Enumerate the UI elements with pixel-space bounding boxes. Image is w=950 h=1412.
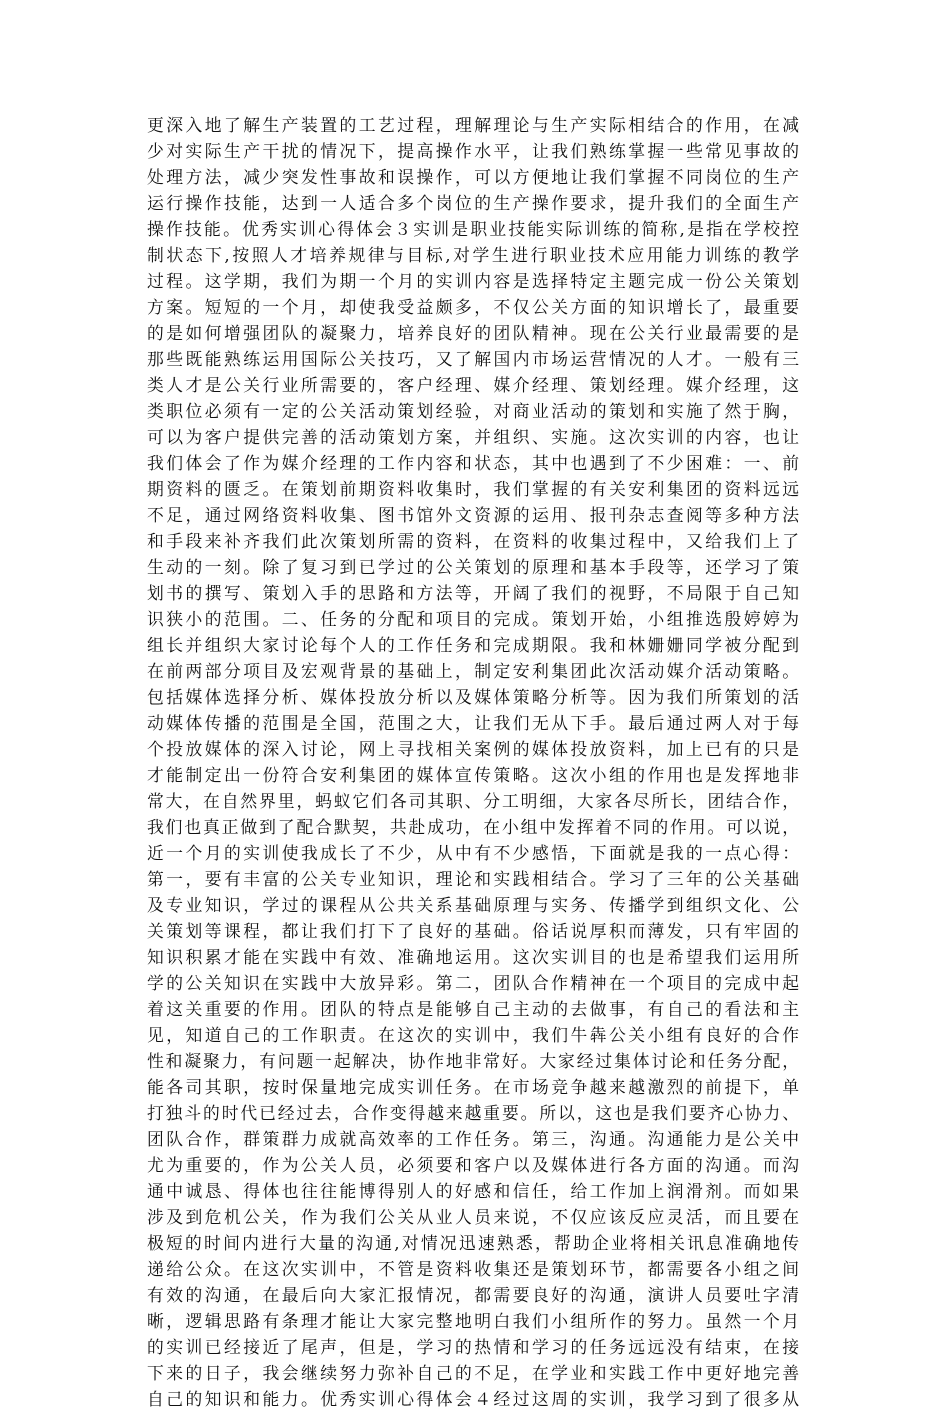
text-line: 着这关重要的作用。团队的特点是能够自己主动的去做事，有自己的看法和主 (147, 999, 799, 1019)
text-line: 下来的日子，我会继续努力弥补自己的不足，在学业和实践工作中更好地完善 (147, 1363, 799, 1383)
text-line: 操作技能。优秀实训心得体会３实训是职业技能实际训练的简称,是指在学校控 (147, 219, 799, 239)
text-line: 处理方法，减少突发性事故和误操作，可以方便地让我们掌握不同岗位的生产 (147, 167, 799, 187)
text-line: 过程。这学期，我们为期一个月的实训内容是选择特定主题完成一份公关策划 (147, 271, 799, 291)
text-line: 及专业知识，学过的课程从公共关系基础原理与实务、传播学到组织文化、公 (147, 895, 799, 915)
text-line: 有效的沟通，在最后向大家汇报情况，都需要良好的沟通，演讲人员要吐字清 (147, 1285, 799, 1305)
text-line: 类人才是公关行业所需要的，客户经理、媒介经理、策划经理。媒介经理，这 (147, 375, 799, 395)
text-line: 学的公关知识在实践中大放异彩。第二，团队合作精神在一个项目的完成中起 (147, 973, 799, 993)
text-line: 类职位必须有一定的公关活动策划经验，对商业活动的策划和实施了然于胸， (147, 401, 799, 421)
text-line: 晰，逻辑思路有条理才能让大家完整地明白我们小组所作的努力。虽然一个月 (147, 1311, 799, 1331)
text-line: 性和凝聚力，有问题一起解决，协作地非常好。大家经过集体讨论和任务分配， (147, 1051, 799, 1071)
text-line: 不足，通过网络资料收集、图书馆外文资源的运用、报刊杂志查阅等多种方法 (147, 505, 799, 525)
text-line: 包括媒体选择分析、媒体投放分析以及媒体策略分析等。因为我们所策划的活 (147, 687, 799, 707)
text-line: 可以为客户提供完善的活动策划方案，并组织、实施。这次实训的内容，也让 (147, 427, 799, 447)
text-line: 少对实际生产干扰的情况下，提高操作水平，让我们熟练掌握一些常见事故的 (147, 141, 799, 161)
text-line: 关策划等课程，都让我们打下了良好的基础。俗话说厚积而薄发，只有牢固的 (147, 921, 799, 941)
text-line: 常大，在自然界里，蚂蚁它们各司其职、分工明细，大家各尽所长，团结合作， (147, 791, 799, 811)
text-line: 我们体会了作为媒介经理的工作内容和状态，其中也遇到了不少困难：一、前 (147, 453, 799, 473)
text-line: 动媒体传播的范围是全国，范围之大，让我们无从下手。最后通过两人对于每 (147, 713, 799, 733)
text-line: 制状态下,按照人才培养规律与目标,对学生进行职业技术应用能力训练的教学 (147, 245, 799, 265)
text-line: 那些既能熟练运用国际公关技巧，又了解国内市场运营情况的人才。一般有三 (147, 349, 799, 369)
text-line: 极短的时间内进行大量的沟通,对情况迅速熟悉，帮助企业将相关讯息准确地传 (147, 1233, 799, 1253)
text-line: 我们也真正做到了配合默契，共赴成功，在小组中发挥着不同的作用。可以说， (147, 817, 799, 837)
text-line: 生动的一刻。除了复习到已学过的公关策划的原理和基本手段等，还学习了策 (147, 557, 799, 577)
text-line: 更深入地了解生产装置的工艺过程，理解理论与生产实际相结合的作用，在减 (147, 115, 799, 135)
text-line: 的是如何增强团队的凝聚力，培养良好的团队精神。现在公关行业最需要的是 (147, 323, 799, 343)
text-line: 在前两部分项目及宏观背景的基础上，制定安利集团此次活动媒介活动策略。 (147, 661, 799, 681)
body-text (147, 112, 799, 1412)
text-line: 自己的知识和能力。优秀实训心得体会４经过这周的实训，我学习到了很多从 (147, 1389, 799, 1409)
text-line: 打独斗的时代已经过去，合作变得越来越重要。所以，这也是我们要齐心协力、 (147, 1103, 799, 1123)
text-line: 第一，要有丰富的公关专业知识，理论和实践相结合。学习了三年的公关基础 (147, 869, 799, 889)
text-line: 能各司其职，按时保量地完成实训任务。在市场竞争越来越激烈的前提下，单 (147, 1077, 799, 1097)
text-line: 递给公众。在这次实训中，不管是资料收集还是策划环节，都需要各小组之间 (147, 1259, 799, 1279)
text-line: 和手段来补齐我们此次策划所需的资料，在资料的收集过程中，又给我们上了 (147, 531, 799, 551)
text-line: 组长并组织大家讨论每个人的工作任务和完成期限。我和林姗姗同学被分配到 (147, 635, 799, 655)
text-line: 划书的撰写、策划入手的思路和方法等，开阔了我们的视野，不局限于自己知 (147, 583, 799, 603)
text-line: 涉及到危机公关，作为我们公关从业人员来说，不仅应该反应灵活，而且要在 (147, 1207, 799, 1227)
text-line: 通中诚恳、得体也往往能博得别人的好感和信任，给工作加上润滑剂。而如果 (147, 1181, 799, 1201)
text-line: 知识积累才能在实践中有效、准确地运用。这次实训目的也是希望我们运用所 (147, 947, 799, 967)
text-line: 近一个月的实训使我成长了不少，从中有不少感悟，下面就是我的一点心得： (147, 843, 799, 863)
text-line: 见，知道自己的工作职责。在这次的实训中，我们牛犇公关小组有良好的合作 (147, 1025, 799, 1045)
text-line: 个投放媒体的深入讨论，网上寻找相关案例的媒体投放资料，加上已有的只是 (147, 739, 799, 759)
text-line: 识狭小的范围。二、任务的分配和项目的完成。策划开始，小组推选殷婷婷为 (147, 609, 799, 629)
text-line: 方案。短短的一个月，却使我受益颇多，不仅公关方面的知识增长了，最重要 (147, 297, 799, 317)
text-line: 团队合作，群策群力成就高效率的工作任务。第三，沟通。沟通能力是公关中 (147, 1129, 799, 1149)
text-line: 运行操作技能，达到一人适合多个岗位的生产操作要求，提升我们的全面生产 (147, 193, 799, 213)
text-line: 期资料的匮乏。在策划前期资料收集时，我们掌握的有关安利集团的资料远远 (147, 479, 799, 499)
text-line: 才能制定出一份符合安利集团的媒体宣传策略。这次小组的作用也是发挥地非 (147, 765, 799, 785)
text-line: 的实训已经接近了尾声，但是，学习的热情和学习的任务远远没有结束，在接 (147, 1337, 799, 1357)
text-line: 尤为重要的，作为公关人员，必须要和客户以及媒体进行各方面的沟通。而沟 (147, 1155, 799, 1175)
